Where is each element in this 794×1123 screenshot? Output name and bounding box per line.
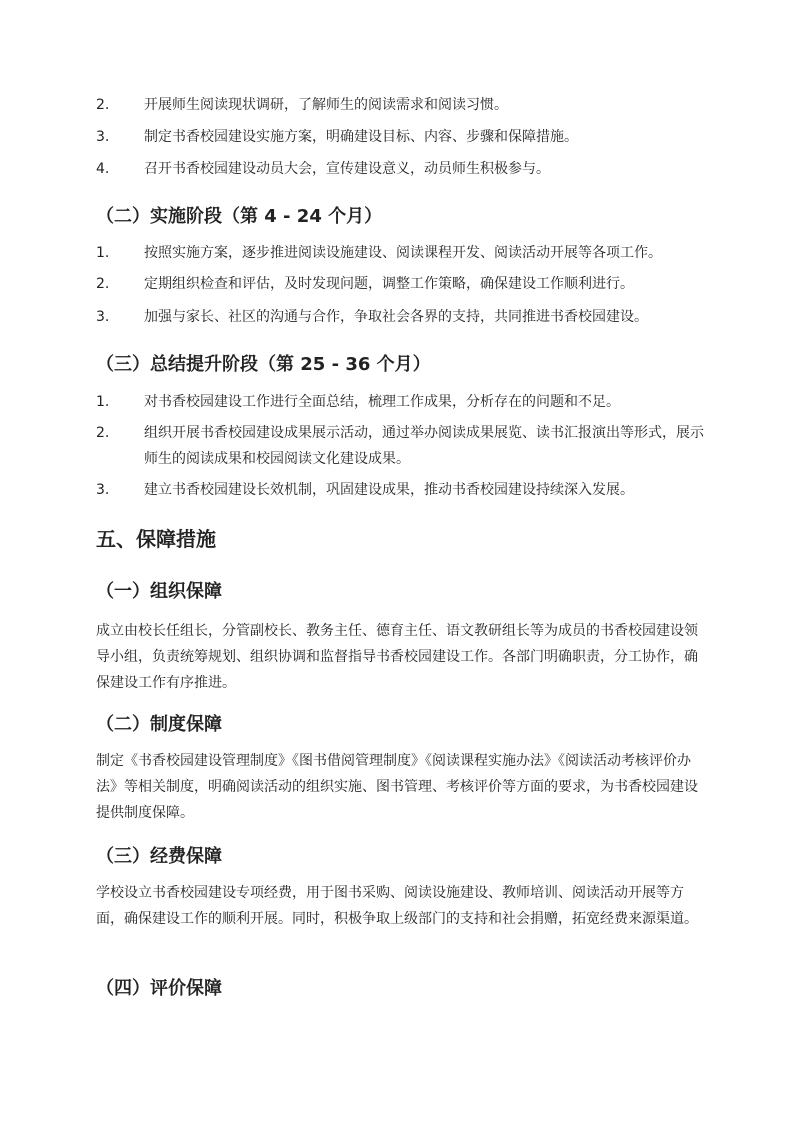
list-number: 1. bbox=[96, 394, 110, 410]
list-text: 加强与家长、社区的沟通与合作，争取社会各界的支持，共同推进书香校园建设。 bbox=[144, 309, 648, 325]
list-number: 3. bbox=[96, 129, 110, 145]
funding-heading: （三）经费保障 bbox=[96, 846, 222, 867]
list-number: 2. bbox=[96, 276, 110, 292]
list-text: 制定书香校园建设实施方案，明确建设目标、内容、步骤和保障措施。 bbox=[144, 129, 578, 145]
section-heading: 五、保障措施 bbox=[96, 527, 216, 551]
list-text: 组织开展书香校园建设成果展示活动，通过举办阅读成果展览、读书汇报演出等形式，展示师生的阅读成果和校园阅读文化建设成果。 bbox=[144, 425, 704, 467]
org-heading: （一）组织保障 bbox=[96, 581, 222, 602]
list-number: 1. bbox=[96, 245, 110, 261]
list-text: 按照实施方案，逐步推进阅读设施建设、阅读课程开发、阅读活动开展等各项工作。 bbox=[144, 245, 662, 261]
list-text: 召开书香校园建设动员大会，宣传建设意义，动员师生积极参与。 bbox=[144, 161, 550, 177]
list-item bbox=[96, 389, 706, 415]
list-number: 3. bbox=[96, 309, 110, 325]
list-text: 建立书香校园建设长效机制，巩固建设成果，推动书香校园建设持续深入发展。 bbox=[144, 482, 634, 498]
list-number: 4. bbox=[96, 161, 110, 177]
list-item bbox=[96, 420, 706, 472]
list-item bbox=[96, 92, 706, 118]
list-text: 定期组织检查和评估，及时发现问题，调整工作策略，确保建设工作顺利进行。 bbox=[144, 276, 634, 292]
list-text: 对书香校园建设工作进行全面总结，梳理工作成果，分析存在的问题和不足。 bbox=[144, 394, 620, 410]
list-number: 2. bbox=[96, 97, 110, 113]
list-item bbox=[96, 240, 706, 266]
list-item bbox=[96, 271, 706, 297]
stage3-heading: （三）总结提升阶段（第 25 - 36 个月） bbox=[96, 354, 431, 375]
system-heading: （二）制度保障 bbox=[96, 714, 222, 735]
list-text: 开展师生阅读现状调研，了解师生的阅读需求和阅读习惯。 bbox=[144, 97, 508, 113]
list-item bbox=[96, 304, 706, 330]
list-number: 2. bbox=[96, 425, 110, 441]
list-item bbox=[96, 124, 706, 150]
evaluation-heading: （四）评价保障 bbox=[96, 978, 222, 999]
list-item bbox=[96, 156, 706, 182]
org-paragraph: 成立由校长任组长，分管副校长、教务主任、德育主任、语文教研组长等为成员的书香校园建设领导小组，负责统筹规划、组织协调和监督指导书香校园建设工作。各部门明确职责，分工协作，确保建设工作有序推进。 bbox=[96, 623, 698, 691]
system-paragraph: 制定《书香校园建设管理制度》《图书借阅管理制度》《阅读课程实施办法》《阅读活动考核评价办法》等相关制度，明确阅读活动的组织实施、图书管理、考核评价等方面的要求，为书香校园建设提供制度保障。 bbox=[96, 753, 698, 821]
list-number: 3. bbox=[96, 482, 110, 498]
list-item bbox=[96, 477, 706, 503]
funding-paragraph: 学校设立书香校园建设专项经费，用于图书采购、阅读设施建设、教师培训、阅读活动开展等方面，确保建设工作的顺利开展。同时，积极争取上级部门的支持和社会捐赠，拓宽经费来源渠道。 bbox=[96, 885, 698, 927]
stage2-heading: （二）实施阶段（第 4 - 24 个月） bbox=[96, 206, 383, 227]
